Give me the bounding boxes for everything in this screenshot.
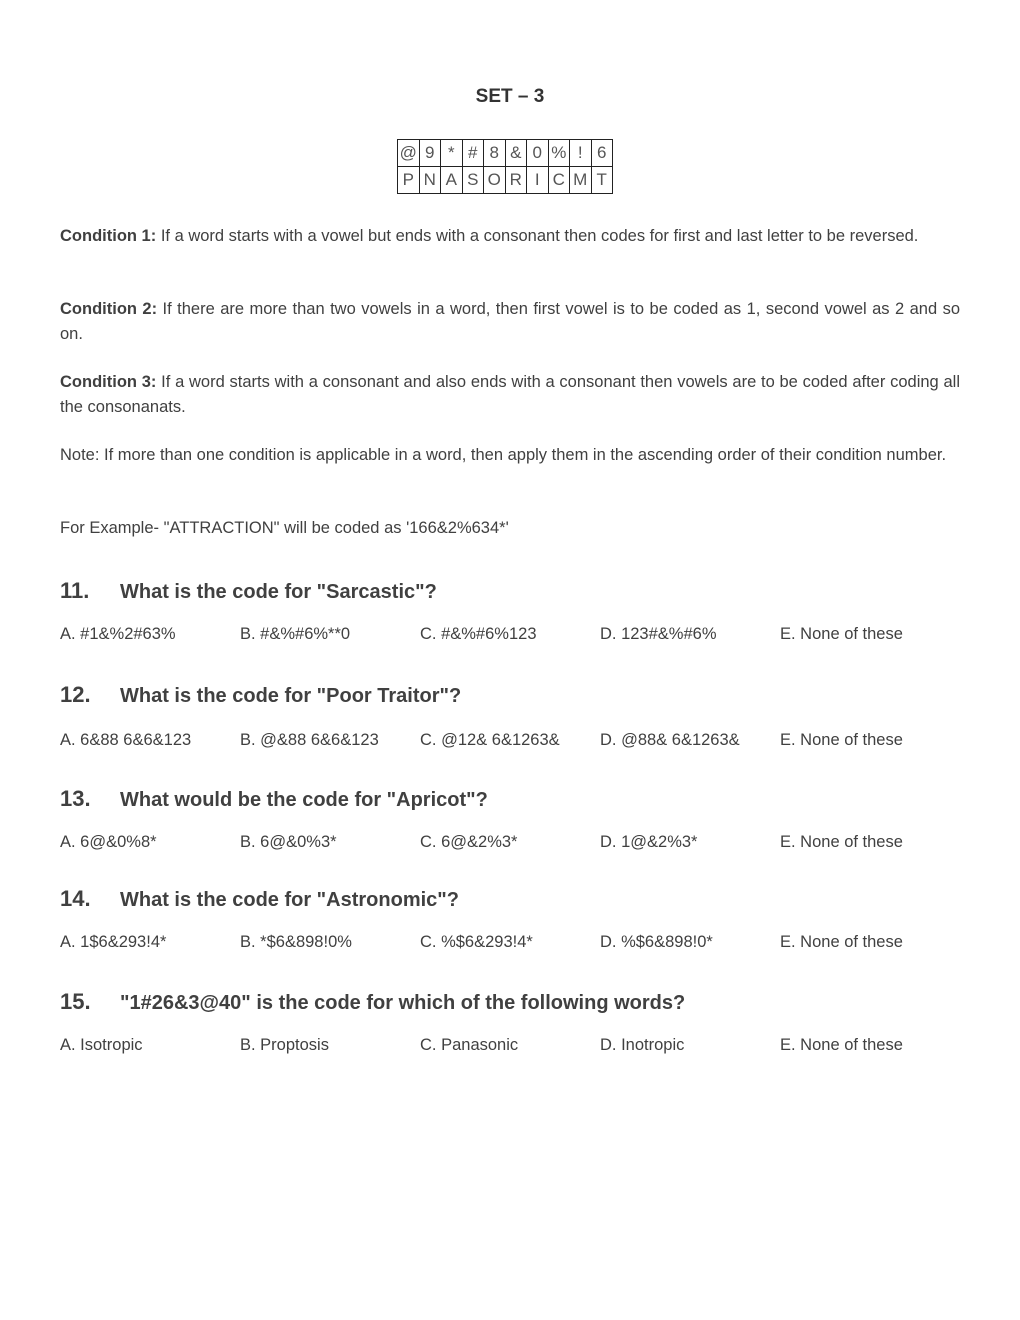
answer-option: B. #&%#6%**0 xyxy=(240,625,351,643)
answer-option: D. %$6&898!0* xyxy=(600,933,713,951)
answer-options xyxy=(60,833,960,852)
letter-cell: I xyxy=(527,167,549,194)
symbol-cell: ! xyxy=(570,140,592,167)
answer-option: C. @12& 6&1263& xyxy=(420,731,560,749)
letter-cell: T xyxy=(591,167,613,194)
code-table xyxy=(397,139,613,194)
letter-cell: S xyxy=(462,167,484,194)
answer-option: D. Inotropic xyxy=(600,1036,685,1054)
note: Note: If more than one condition is applicable in a word, then apply them in the ascending order of their condition number. xyxy=(60,446,947,464)
letter-cell: N xyxy=(419,167,441,194)
symbol-cell: # xyxy=(462,140,484,167)
set-title: SET – 3 xyxy=(475,86,545,107)
condition-label: Condition 2: xyxy=(60,300,158,318)
answer-option: E. None of these xyxy=(780,933,903,951)
symbol-cell: 6 xyxy=(591,140,613,167)
question-11 xyxy=(60,578,437,604)
answer-option: A. 1$6&293!4* xyxy=(60,933,167,951)
question-text: What would be the code for "Apricot"? xyxy=(120,789,488,811)
question-text: "1#26&3@40" is the code for which of the following words? xyxy=(120,992,686,1014)
question-number: 11. xyxy=(60,578,90,603)
question-15 xyxy=(60,989,685,1015)
symbol-cell: & xyxy=(505,140,527,167)
question-text: What is the code for "Sarcastic"? xyxy=(120,581,437,603)
answer-option: B. @&88 6&6&123 xyxy=(240,731,379,749)
answer-options xyxy=(60,933,960,952)
answer-option: A. #1&%2#63% xyxy=(60,625,176,643)
answer-option: D. 123#&%#6% xyxy=(600,625,717,643)
condition-2 xyxy=(60,297,960,346)
answer-option: C. Panasonic xyxy=(420,1036,519,1054)
condition-text: If a word starts with a vowel but ends with a consonant then codes for first and last letter to be reversed. xyxy=(156,227,919,245)
answer-options xyxy=(60,1036,960,1055)
answer-option: C. #&%#6%123 xyxy=(420,625,537,643)
symbol-cell: * xyxy=(441,140,463,167)
condition-text: If a word starts with a consonant and also ends with a consonant then vowels are to be coded after coding all the consonanats. xyxy=(60,373,960,416)
symbol-cell: 9 xyxy=(419,140,441,167)
symbol-cell: @ xyxy=(398,140,420,167)
question-14 xyxy=(60,886,459,912)
answer-option: A. 6@&0%8* xyxy=(60,833,157,851)
answer-option: C. 6@&2%3* xyxy=(420,833,518,851)
symbol-cell: 0 xyxy=(527,140,549,167)
question-text: What is the code for "Astronomic"? xyxy=(120,889,459,911)
letter-row xyxy=(398,167,613,194)
condition-3 xyxy=(60,370,960,419)
answer-option: E. None of these xyxy=(780,625,903,643)
answer-option: E. None of these xyxy=(780,731,903,749)
answer-option: A. Isotropic xyxy=(60,1036,143,1054)
answer-option: C. %$6&293!4* xyxy=(420,933,533,951)
condition-text: If there are more than two vowels in a word, then first vowel is to be coded as 1, second vowel as 2 and so on. xyxy=(60,300,960,343)
condition-label: Condition 1: xyxy=(60,227,157,245)
answer-options xyxy=(60,625,960,644)
answer-option: E. None of these xyxy=(780,833,903,851)
answer-option: A. 6&88 6&6&123 xyxy=(60,731,192,749)
answer-option: B. *$6&898!0% xyxy=(240,933,352,951)
symbol-cell: 8 xyxy=(484,140,506,167)
letter-cell: R xyxy=(505,167,527,194)
symbol-row xyxy=(398,140,613,167)
answer-option: D. @88& 6&1263& xyxy=(600,731,740,749)
condition-1 xyxy=(60,224,960,249)
answer-option: D. 1@&2%3* xyxy=(600,833,698,851)
question-number: 13. xyxy=(60,786,91,811)
letter-cell: O xyxy=(484,167,506,194)
answer-option: B. 6@&0%3* xyxy=(240,833,337,851)
question-number: 12. xyxy=(60,682,91,707)
question-12 xyxy=(60,682,461,708)
letter-cell: P xyxy=(398,167,420,194)
question-number: 14. xyxy=(60,886,91,911)
question-text: What is the code for "Poor Traitor"? xyxy=(120,685,462,707)
symbol-cell: % xyxy=(548,140,570,167)
letter-cell: C xyxy=(548,167,570,194)
answer-options xyxy=(60,731,960,750)
condition-label: Condition 3: xyxy=(60,373,157,391)
question-13 xyxy=(60,786,488,812)
letter-cell: A xyxy=(441,167,463,194)
letter-cell: M xyxy=(570,167,592,194)
answer-option: E. None of these xyxy=(780,1036,903,1054)
example: For Example- "ATTRACTION" will be coded as '166&2%634*' xyxy=(60,519,509,537)
question-number: 15. xyxy=(60,989,91,1014)
answer-option: B. Proptosis xyxy=(240,1036,329,1054)
